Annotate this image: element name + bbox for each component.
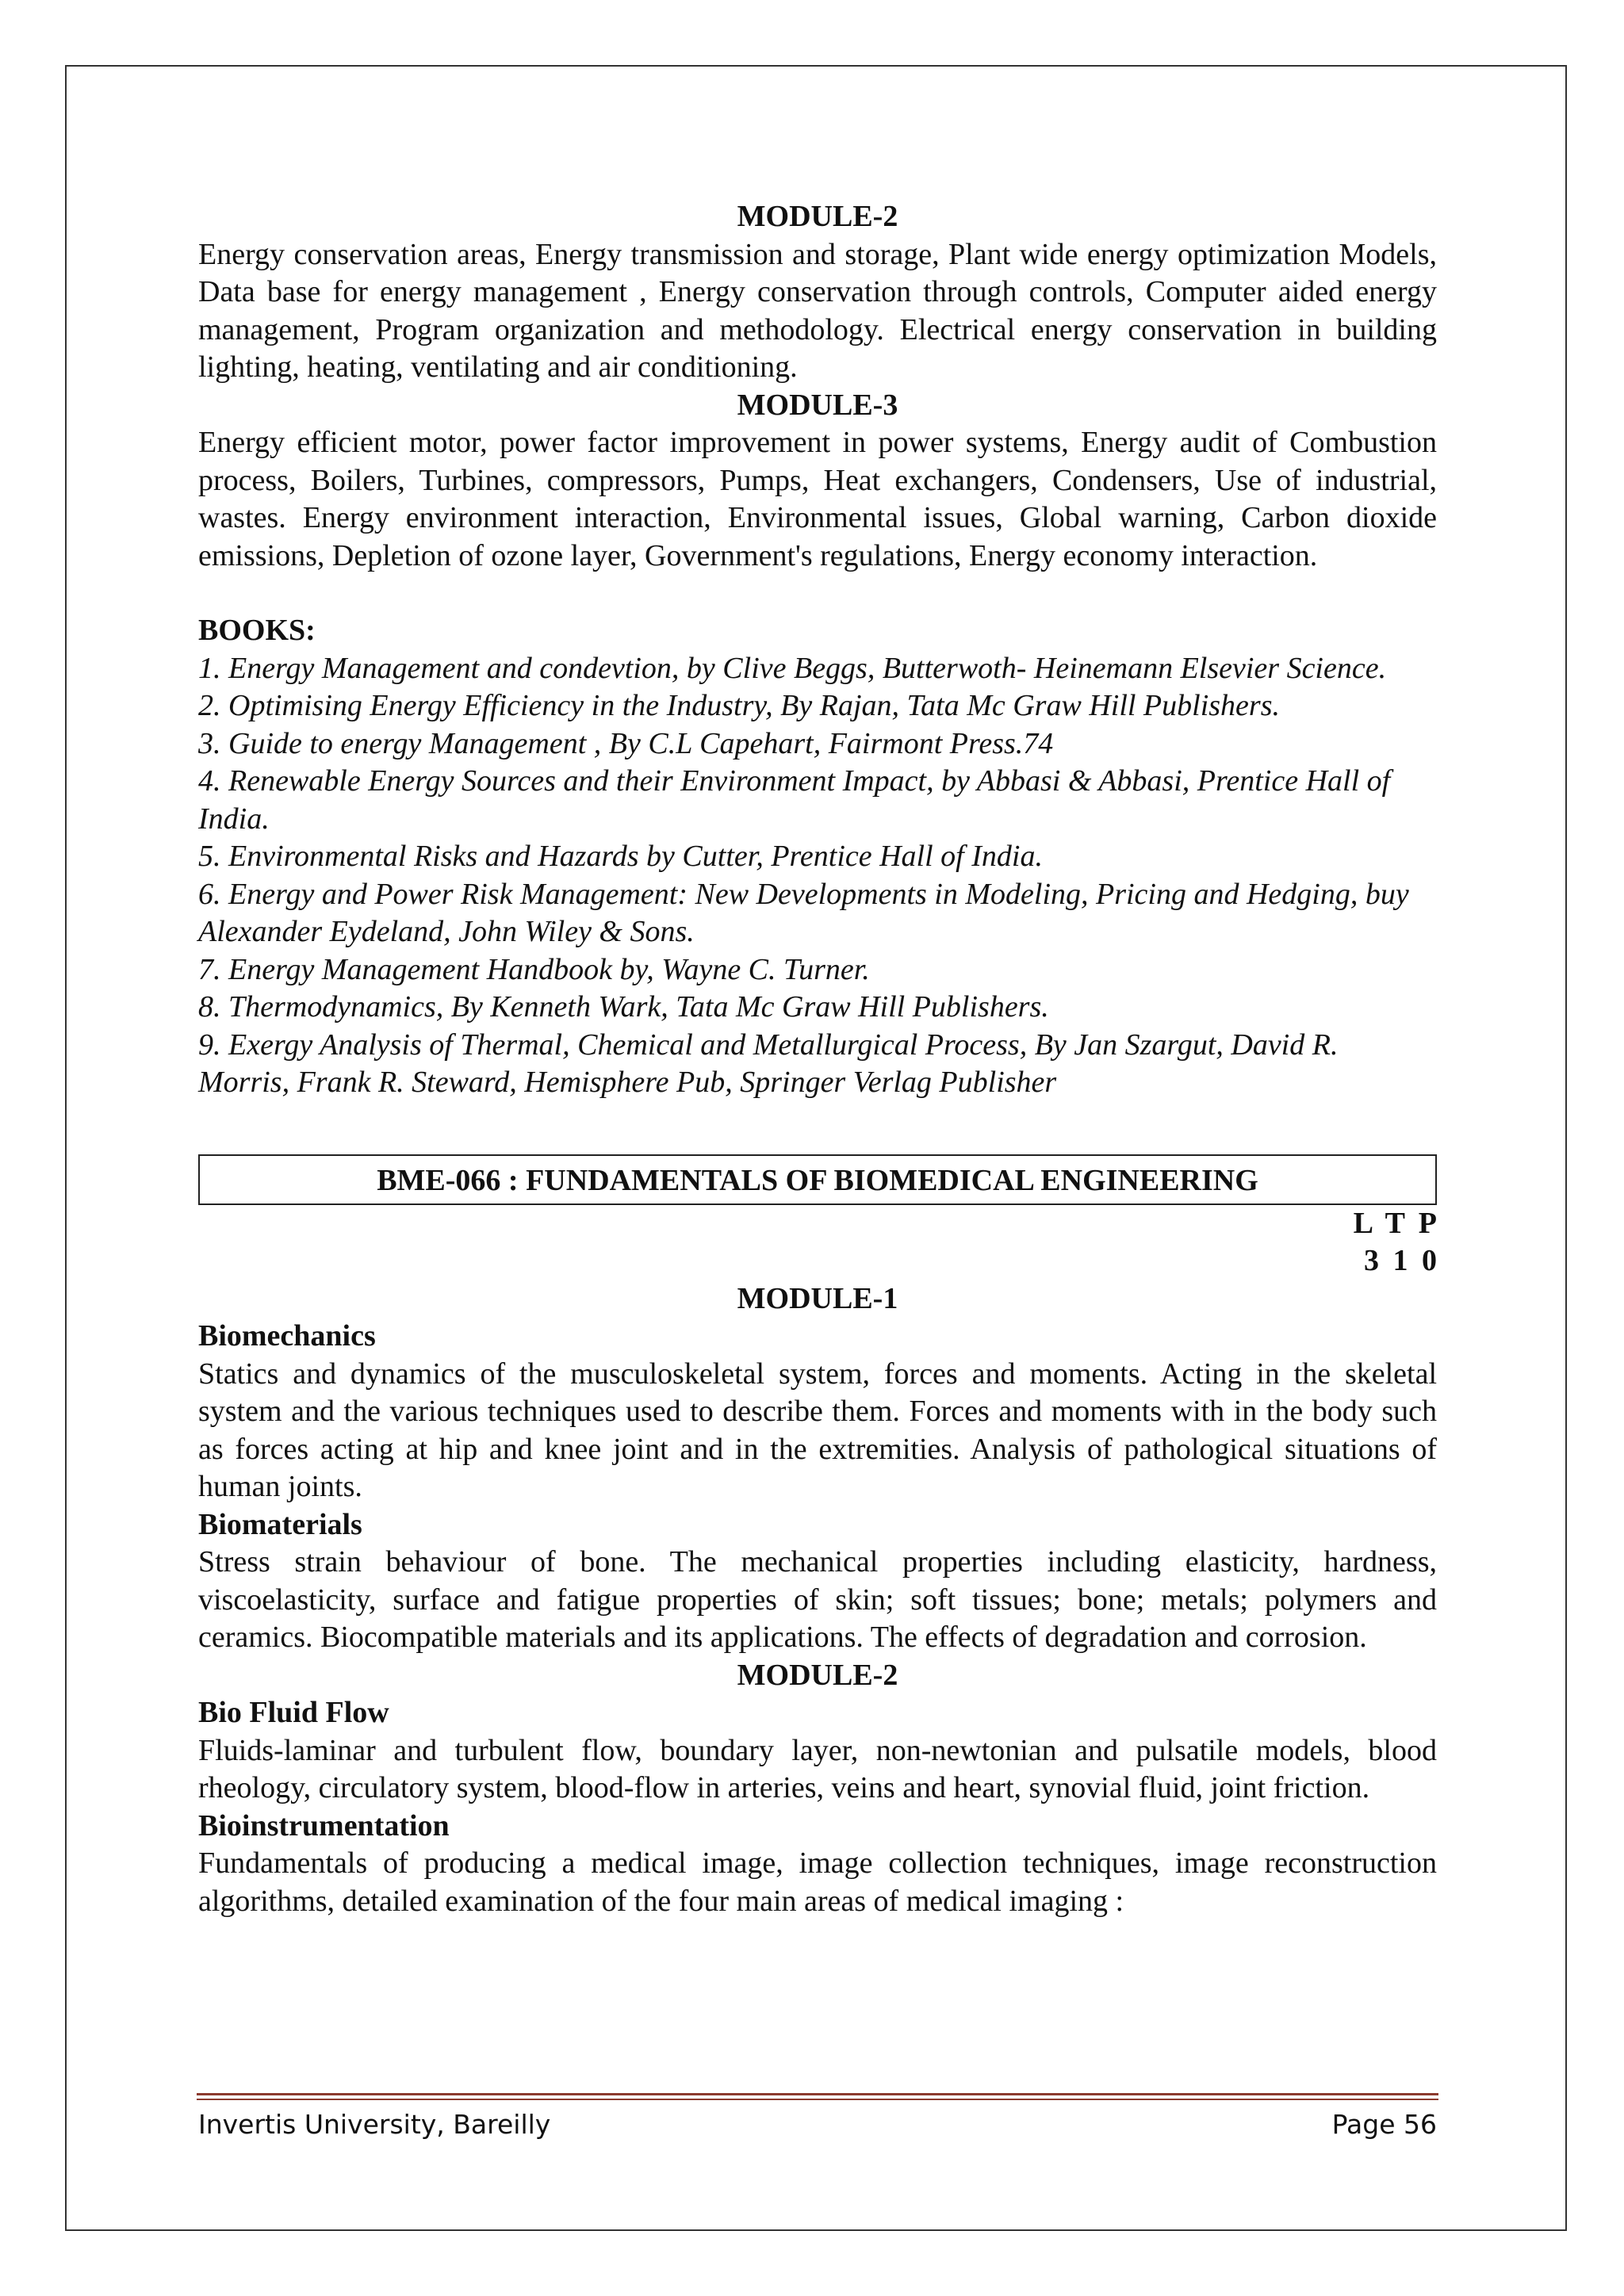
bioinstrumentation-heading: Bioinstrumentation <box>198 1808 450 1843</box>
biomechanics-text: Statics and dynamics of the musculoskeletal system, forces and moments. Acting in the skeletal system and the various techniques used to describe them. Forces and moments with in the body such as forces acting at hip and knee joint and in the extremities. Analysis of pathological situations of human joints. <box>198 1357 1437 1503</box>
books-heading: BOOKS: <box>198 614 316 647</box>
module2-heading: MODULE-2 <box>737 200 898 233</box>
bioinstrumentation-text: Fundamentals of producing a medical image, image collection techniques, image reconstruction algorithms, detailed examination of the four main areas of medical imaging : <box>198 1846 1437 1918</box>
module2-text: Energy conservation areas, Energy transmission and storage, Plant wide energy optimization Models, Data base for energy management , Energy conservation through controls, Computer aided energy management, Program organization and methodology. Electrical energy conservation in building lighting, heating, ventilating and air conditioning. <box>198 237 1437 384</box>
biofluid-heading: Bio Fluid Flow <box>198 1696 389 1729</box>
module3-text: Energy efficient motor, power factor improvement in power systems, Energy audit of Combustion process, Boilers, Turbines, compressors, Pumps, Heat exchangers, Condensers, Use of industrial, wastes. Energy environment interaction, Environmental issues, Global warning, Carbon dioxide emissions, Depletion of ozone layer, Government's regulations, Energy economy interaction. <box>198 426 1437 572</box>
biomaterials-text: Stress strain behaviour of bone. The mechanical properties including elasticity, hardness, viscoelasticity, surface and fatigue properties of skin; soft tissues; bone; metals; polymers and ceramics. Biocompatible materials and its applications. The effects of degradation and corrosion. <box>198 1545 1437 1654</box>
module3-heading: MODULE-3 <box>737 388 898 422</box>
book-item: 3. Guide to energy Management , By C.L Capehart, Fairmont Press.74 <box>198 726 1054 760</box>
page-number: Page 56 <box>1331 2109 1437 2140</box>
module1-heading: MODULE-1 <box>737 1281 898 1315</box>
footer-university: Invertis University, Bareilly <box>198 2109 551 2140</box>
section-gap <box>198 575 1437 612</box>
book-item: 8. Thermodynamics, By Kenneth Wark, Tata Mc Graw Hill Publishers. <box>198 990 1049 1024</box>
biofluid-text: Fluids-laminar and turbulent flow, boundary layer, non-newtonian and pulsatile models, blood rheology, circulatory system, blood-flow in arteries, veins and heart, synovial fluid, joint friction. <box>198 1733 1437 1804</box>
course-module2-heading: MODULE-2 <box>737 1658 898 1692</box>
footer-rule <box>197 2093 1438 2095</box>
ltp-header: L T P <box>1353 1206 1440 1240</box>
course-title: BME-066 : FUNDAMENTALS OF BIOMEDICAL ENGINEERING <box>198 1154 1437 1205</box>
page-content <box>198 198 1440 1920</box>
book-item: 5. Environmental Risks and Hazards by Cutter, Prentice Hall of India. <box>198 840 1043 873</box>
book-item: 1. Energy Management and condevtion, by Clive Beggs, Butterwoth- Heinemann Elsevier Science. <box>198 651 1387 685</box>
book-item: 6. Energy and Power Risk Management: New Developments in Modeling, Pricing and Hedging, buy Alexander Eydeland, John Wiley & Sons. <box>198 877 1409 948</box>
footer-rule-thin <box>197 2099 1438 2100</box>
biomechanics-heading: Biomechanics <box>198 1319 376 1353</box>
biomaterials-heading: Biomaterials <box>198 1507 362 1541</box>
page-footer <box>198 2109 1437 2141</box>
book-item: 2. Optimising Energy Efficiency in the Industry, By Rajan, Tata Mc Graw Hill Publishers. <box>198 689 1280 722</box>
book-item: 9. Exergy Analysis of Thermal, Chemical and Metallurgical Process, By Jan Szargut, David R. Morris, Frank R. Steward, Hemisphere Pub, Springer Verlag Publisher <box>198 1027 1339 1099</box>
book-item: 7. Energy Management Handbook by, Wayne C. Turner. <box>198 952 870 986</box>
book-item: 4. Renewable Energy Sources and their Environment Impact, by Abbasi & Abbasi, Prentice Hall of India. <box>198 764 1391 836</box>
ltp-values: 3 1 0 <box>1364 1244 1440 1277</box>
